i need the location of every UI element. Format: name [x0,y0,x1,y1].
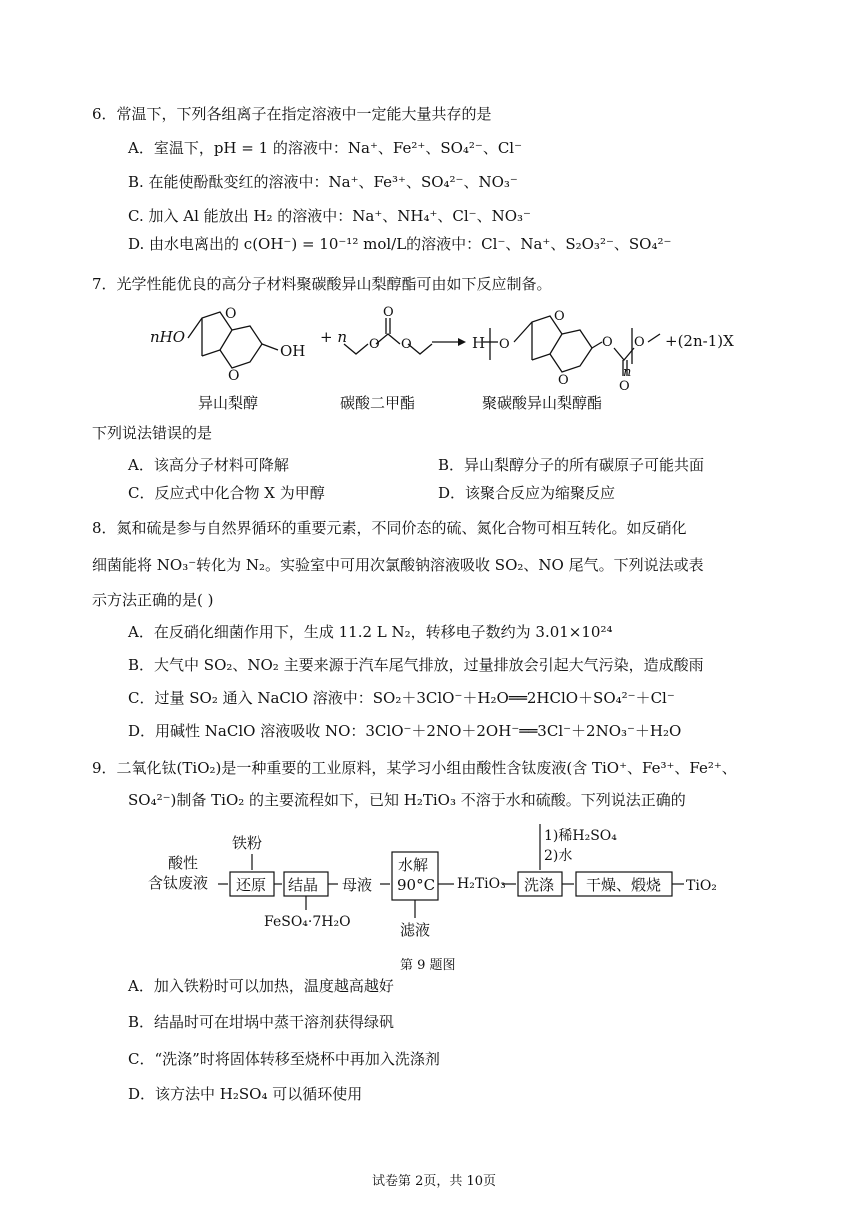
dmc-o3: O [383,305,394,320]
flow-reagent2: 2)水 [544,848,573,864]
flow-feed-line2: 含钛废液 [148,874,209,892]
q7-ring-o2: O [228,368,240,384]
flow-dry: 干燥、煅烧 [586,876,662,894]
polymer-o3: O [558,373,569,388]
q7-stem: 7．光学性能优良的高分子材料聚碳酸异山梨醇酯可由如下反应制备。 [92,275,552,293]
label-dimethyl-carbonate: 碳酸二甲酯 [340,394,416,412]
polymer-o2: O [554,309,565,324]
q9-figure-caption: 第 9 题图 [400,958,456,973]
q9-option-d: D．该方法中 H₂SO₄ 可以循环使用 [128,1085,363,1103]
flow-wash: 洗涤 [524,876,555,894]
q7-oh-label: OH [280,342,306,360]
label-polycarbonate: 聚碳酸异山梨醇酯 [482,394,603,412]
flow-iron: 铁粉 [232,834,263,852]
q7-polymer-h: H [472,334,486,352]
polymer-o6: O [634,335,645,350]
polymer-o4: O [602,335,613,350]
q6-option-d: D. 由水电离出的 c(OH⁻) = 10⁻¹² mol/L的溶液中：Cl⁻、Na⁺、S₂O₃²⁻、SO₄²⁻ [128,235,672,253]
flow-hydrolysis: 水解 [398,856,429,874]
dimethyl-carbonate-structure [344,318,432,354]
q6-stem: 6．常温下，下列各组离子在指定溶液中一定能大量共存的是 [92,105,492,123]
q8-option-b: B．大气中 SO₂、NO₂ 主要来源于汽车尾气排放，过量排放会引起大气污染，造成酸雨 [128,656,704,674]
q6-option-b: B. 在能使酚酞变红的溶液中：Na⁺、Fe³⁺、SO₄²⁻、NO₃⁻ [128,173,518,191]
q9-line-2: SO₄²⁻)制备 TiO₂ 的主要流程如下，已知 H₂TiO₃ 不溶于水和硫酸。下列说法正确的 [128,791,686,809]
q6-option-c: C. 加入 Al 能放出 H₂ 的溶液中：Na⁺、NH₄⁺、Cl⁻、NO₃⁻ [128,207,531,225]
q7-reaction-scheme [140,298,740,420]
flow-product: TiO₂ [686,878,717,894]
q7-option-d: D．该聚合反应为缩聚反应 [438,484,616,502]
q8-line-3: 示方法正确的是( ) [92,591,214,609]
q9-flowchart [140,818,740,948]
flow-feed-line1: 酸性 [168,854,199,872]
q7-option-a: A．该高分子材料可降解 [128,456,289,474]
polymer-n-subscript: n [623,365,632,380]
dmc-o2: O [401,337,412,352]
polymer-o5: O [619,379,630,394]
q6-option-a: A．室温下，pH = 1 的溶液中：Na⁺、Fe²⁺、SO₄²⁻、Cl⁻ [128,139,523,157]
q9-option-b: B．结晶时可在坩埚中蒸干溶剂获得绿矾 [128,1013,395,1031]
dmc-o1: O [369,337,380,352]
reaction-arrowhead [458,338,466,346]
q7-option-b: B．异山梨醇分子的所有碳原子可能共面 [438,456,705,474]
page-footer: 试卷第 2页，共 10页 [371,1174,497,1189]
q7-plus-n: + n [320,328,347,346]
q9-option-a: A．加入铁粉时可以加热，温度越高越好 [128,977,394,995]
label-isosorbide: 异山梨醇 [198,394,259,412]
flow-filtrate: 滤液 [400,921,431,939]
q9-option-c: C．“洗涤”时将固体转移至烧杯中再加入洗涤剂 [128,1050,440,1068]
q7-prompt: 下列说法错误的是 [92,424,213,442]
q9-line-1: 9．二氧化钛(TiO₂)是一种重要的工业原料，某学习小组由酸性含钛废液(含 TiO⁺、Fe³⁺、Fe²⁺、 [92,759,737,777]
q7-byproduct: +(2n-1)X [665,332,734,350]
q8-line-2: 细菌能将 NO₃⁻转化为 N₂。实验室中可用次氯酸钠溶液吸收 SO₂、NO 尾气。下列说法或表 [92,556,704,574]
flow-mother: 母液 [342,876,373,894]
flow-h2tio3: H₂TiO₃ [457,876,506,892]
q7-ring-o1: O [225,306,237,322]
flow-crystal: 结晶 [288,876,319,894]
q8-option-c: C．过量 SO₂ 通入 NaClO 溶液中：SO₂＋3ClO⁻＋H₂O══2HClO＋SO₄²⁻＋Cl⁻ [128,689,675,707]
flow-reduce: 还原 [236,876,267,894]
q8-option-a: A．在反硝化细菌作用下，生成 11.2 L N₂，转移电子数约为 3.01×10²⁴ [128,623,613,641]
flow-feso4: FeSO₄·7H₂O [264,914,351,930]
flow-temp: 90°C [397,876,436,894]
q8-option-d: D．用碱性 NaClO 溶液吸收 NO：3ClO⁻＋2NO＋2OH⁻══3Cl⁻＋2NO₃⁻＋H₂O [128,722,682,740]
polymer-o1: O [499,337,510,352]
q7-option-c: C．反应式中化合物 X 为甲醇 [128,484,325,502]
flow-reagent1: 1)稀H₂SO₄ [544,828,617,844]
q8-line-1: 8．氮和硫是参与自然界循环的重要元素，不同价态的硫、氮化合物可相互转化。如反硝化 [92,519,687,537]
q7-nho-label: nHO [150,328,186,346]
